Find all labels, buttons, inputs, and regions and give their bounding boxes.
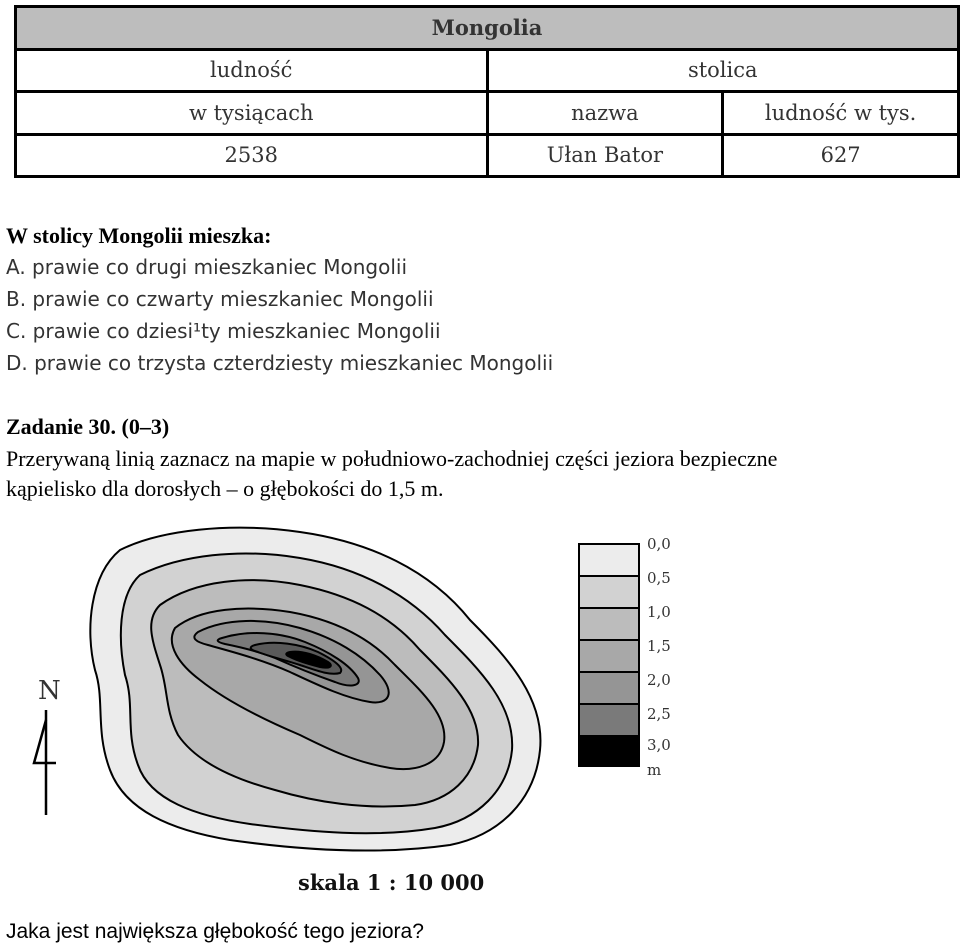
depth-legend bbox=[578, 543, 640, 767]
cell-capital-population: 627 bbox=[723, 134, 959, 177]
lake-depth-map[interactable] bbox=[0, 510, 560, 870]
task-text-line-2: kąpielisko dla dorosłych – o głębokości do 1,5 m. bbox=[6, 476, 444, 501]
legend-label: 1,5 bbox=[647, 637, 671, 655]
header-capital: stolica bbox=[487, 49, 959, 92]
sub-capital-population: ludność w tys. bbox=[723, 92, 959, 135]
legend-swatch bbox=[578, 575, 640, 607]
answer-option-c[interactable]: C. prawie co dziesi¹ty mieszkaniec Mongolii bbox=[6, 319, 441, 343]
cell-capital-name: Ułan Bator bbox=[487, 134, 723, 177]
legend-swatch bbox=[578, 735, 640, 767]
legend-label: 1,0 bbox=[647, 603, 671, 621]
cell-population: 2538 bbox=[16, 134, 488, 177]
legend-label: 2,0 bbox=[647, 671, 671, 689]
legend-swatch bbox=[578, 703, 640, 735]
legend-label: 3,0 bbox=[647, 736, 671, 754]
sub-population-unit: w tysiącach bbox=[16, 92, 488, 135]
question-title: W stolicy Mongolii mieszka: bbox=[6, 223, 272, 248]
bottom-question: Jaka jest największa głębokość tego jeziora? bbox=[6, 920, 424, 943]
answer-option-a[interactable]: A. prawie co drugi mieszkaniec Mongolii bbox=[6, 255, 407, 279]
answer-option-b[interactable]: B. prawie co czwarty mieszkaniec Mongolii bbox=[6, 287, 434, 311]
legend-label: 0,0 bbox=[647, 535, 671, 553]
legend-unit: m bbox=[647, 761, 662, 779]
legend-swatch bbox=[578, 607, 640, 639]
header-population: ludność bbox=[16, 49, 488, 92]
map-scale: skala 1 : 10 000 bbox=[298, 870, 485, 895]
north-arrow-icon bbox=[34, 710, 56, 815]
sub-capital-name: nazwa bbox=[487, 92, 723, 135]
legend-label: 2,5 bbox=[647, 705, 671, 723]
legend-swatch bbox=[578, 543, 640, 575]
legend-swatch bbox=[578, 671, 640, 703]
task-text-line-1: Przerywaną linią zaznacz na mapie w południowo-zachodniej części jeziora bezpieczne bbox=[6, 446, 778, 471]
legend-swatch bbox=[578, 639, 640, 671]
table-title: Mongolia bbox=[16, 7, 959, 50]
task-title: Zadanie 30. (0–3) bbox=[6, 414, 170, 439]
legend-label: 0,5 bbox=[647, 569, 671, 587]
mongolia-table bbox=[14, 5, 960, 178]
north-label: N bbox=[38, 676, 61, 706]
answer-option-d[interactable]: D. prawie co trzysta czterdziesty mieszkaniec Mongolii bbox=[6, 351, 554, 375]
